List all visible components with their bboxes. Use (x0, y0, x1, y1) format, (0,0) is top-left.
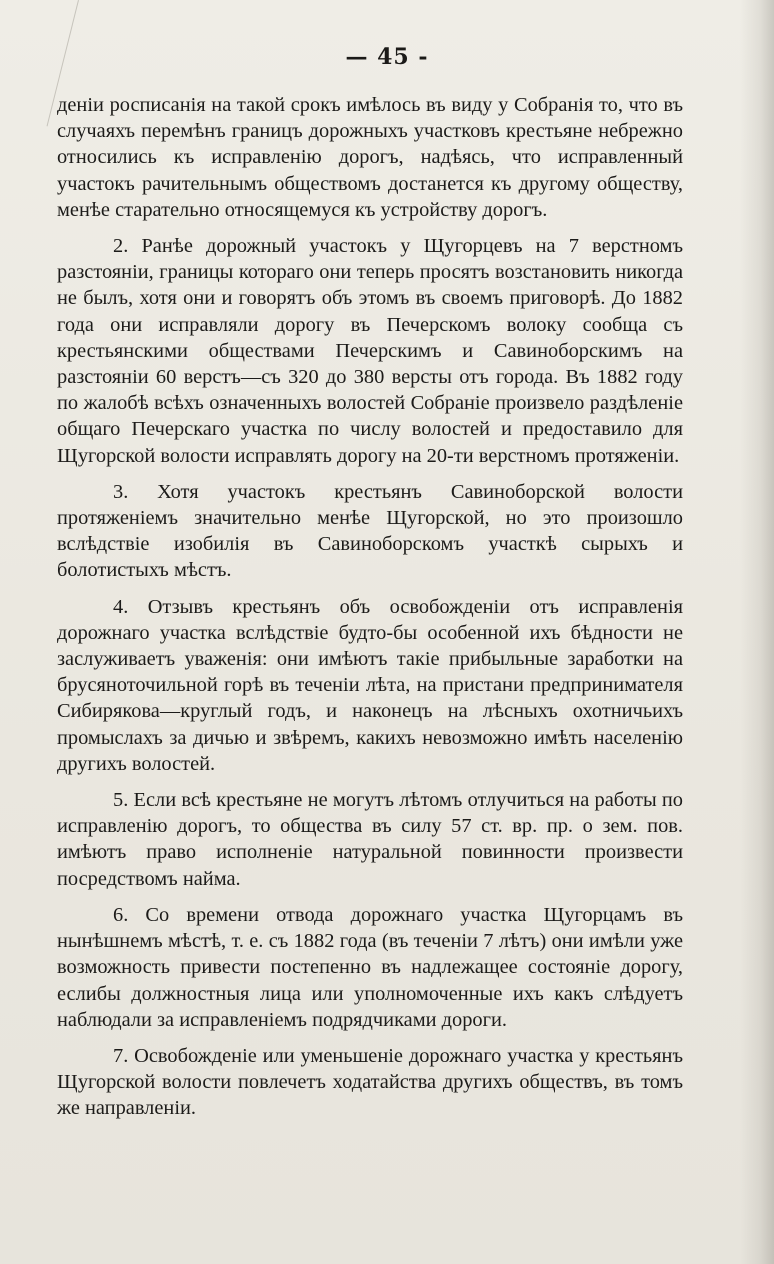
paragraph-point-6: 6. Со времени отвода дорожнаго участка Щугорцамъ въ нынѣшнемъ мѣстѣ, т. е. съ 1882 года (въ теченіи 7 лѣтъ) они имѣли уже возможность привести постепенно въ надлежащее состояніе дорогу, еслибы должностныя лица или уполномоченные ихъ какъ слѣдуетъ наблюдали за исправленіемъ подрядчиками дороги. (57, 903, 683, 1031)
paragraph-point-7: 7. Освобожденіе или уменьшеніе дорожнаго участка у крестьянъ Щугорской волости повлечетъ ходатайства другихъ обществъ, въ томъ же направленіи. (57, 1044, 683, 1120)
page-number: — 45 - (345, 44, 429, 70)
paragraph-continuation: деніи росписанія на такой срокъ имѣлось въ виду у Собранія то, что въ случаяхъ перемѣнъ границъ дорожныхъ участковъ крестьяне небрежно относились къ исправленію дорогъ, надѣясь, что исправленный участокъ рачительнымъ обществомъ достанется къ другому обществу, менѣе старательно относящемуся къ устройству дорогъ. (57, 94, 683, 221)
paragraph-point-5: 5. Если всѣ крестьяне не могутъ лѣтомъ отлучиться на работы по исправленію дорогъ, то общества въ силу 57 ст. вр. пр. о зем. пов. имѣютъ право исполненіе натуральной повинности произвести посредствомъ найма. (57, 789, 683, 890)
paragraph-point-3: 3. Хотя участокъ крестьянъ Савиноборской волости протяженіемъ значительно менѣе Щугорской, но это произошло вслѣдствіе изобилія въ Савиноборскомъ участкѣ сырыхъ и болотистыхъ мѣстъ. (57, 480, 683, 582)
body-text (57, 92, 683, 1132)
paragraph-point-2: 2. Ранѣе дорожный участокъ у Щугорцевъ на 7 верстномъ разстояніи, границы котораго они теперь просятъ возстановить никогда не былъ, хотя они и говорятъ объ этомъ въ своемъ приговорѣ. До 1882 года они исправляли дорогу въ Печерскомъ волоку сообща съ крестьянскими обществами Печерскимъ и Савиноборскимъ на разстояніи 60 верстъ—съ 320 до 380 версты отъ города. Въ 1882 году по жалобѣ всѣхъ означенныхъ волостей Собраніе произвело раздѣленіе общаго Печерскаго участка по числу волостей и предоставило для Щугорской волости исправлять дорогу на 20-ти верстномъ протяженіи. (57, 235, 683, 467)
paragraph-point-4: 4. Отзывъ крестьянъ объ освобожденіи отъ исправленія дорожнаго участка вслѣдствіе будто-бы особенной ихъ бѣдности не заслуживаетъ уваженія: они имѣютъ такіе прибыльные заработки на брусяноточильной горѣ въ теченіи лѣта, на пристани предпринимателя Сибирякова—круглый годъ, и наконецъ на лѣсныхъ охотничьихъ промыслахъ за дичью и звѣремъ, какихъ невозможно имѣть населенію другихъ волостей. (57, 595, 683, 775)
page-edge-shadow (740, 0, 774, 1264)
